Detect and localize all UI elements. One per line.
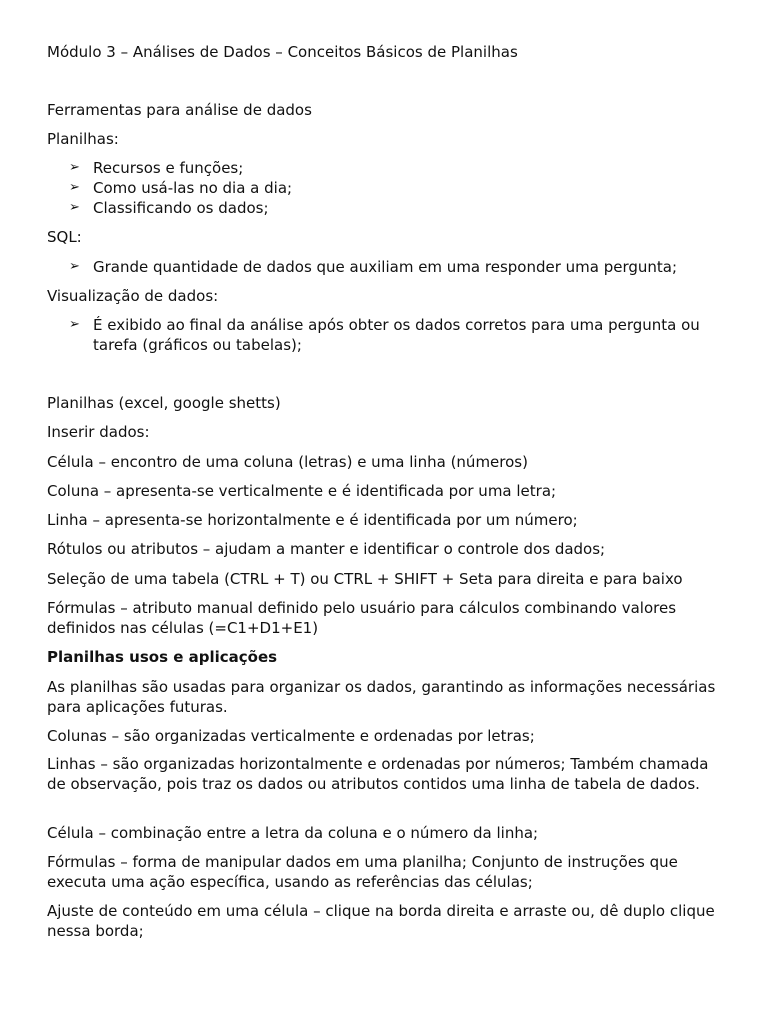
list-item bbox=[69, 315, 729, 355]
list-item-text: Classificando os dados; bbox=[93, 199, 269, 217]
label-sql: SQL: bbox=[47, 228, 82, 246]
list-item bbox=[69, 257, 729, 277]
list-item bbox=[69, 198, 729, 218]
list-item-text: Recursos e funções; bbox=[93, 159, 244, 177]
text-line: Seleção de uma tabela (CTRL + T) ou CTRL + SHIFT + Seta para direita e para baixo bbox=[47, 570, 683, 588]
text-paragraph: Fórmulas – atributo manual definido pelo usuário para cálculos combinando valores definidos nas células (=C1+D1+E1) bbox=[47, 599, 677, 637]
text-line: Planilhas (excel, google shetts) bbox=[47, 394, 281, 412]
text-paragraph: As planilhas são usadas para organizar os dados, garantindo as informações necessárias para aplicações futuras. bbox=[47, 678, 716, 716]
arrow-bullet-icon: ➢ bbox=[69, 259, 80, 274]
label-visualizacao: Visualização de dados: bbox=[47, 287, 219, 305]
text-line: Rótulos ou atributos – ajudam a manter e identificar o controle dos dados; bbox=[47, 540, 606, 558]
arrow-bullet-icon: ➢ bbox=[69, 317, 80, 332]
list-item-text: Como usá-las no dia a dia; bbox=[93, 179, 293, 197]
text-paragraph: Célula – combinação entre a letra da coluna e o número da linha; bbox=[47, 824, 539, 842]
text-paragraph: Colunas – são organizadas verticalmente e ordenadas por letras; bbox=[47, 727, 535, 745]
list-item-text: É exibido ao final da análise após obter os dados corretos para uma pergunta ou tarefa (gráficos ou tabelas); bbox=[93, 316, 700, 354]
text-line: Inserir dados: bbox=[47, 423, 150, 441]
text-paragraph: Linhas – são organizadas horizontalmente e ordenadas por números; Também chamada de observação, pois traz os dados ou atributos contidos uma linha de tabela de dados. bbox=[47, 755, 709, 793]
text-paragraph: Ajuste de conteúdo em uma célula – clique na borda direita e arraste ou, dê duplo clique nessa borda; bbox=[47, 902, 715, 940]
list-item bbox=[69, 178, 729, 198]
list-item bbox=[69, 158, 729, 178]
section-heading-usos: Planilhas usos e aplicações bbox=[47, 648, 278, 666]
arrow-bullet-icon: ➢ bbox=[69, 200, 80, 215]
text-paragraph: Fórmulas – forma de manipular dados em uma planilha; Conjunto de instruções que executa uma ação específica, usando as referências das células; bbox=[47, 853, 678, 891]
text-line: Linha – apresenta-se horizontalmente e é identificada por um número; bbox=[47, 511, 578, 529]
text-line: Coluna – apresenta-se verticalmente e é identificada por uma letra; bbox=[47, 482, 557, 500]
label-planilhas: Planilhas: bbox=[47, 130, 119, 148]
text-line: Célula – encontro de uma coluna (letras) e uma linha (números) bbox=[47, 453, 528, 471]
document-title: Módulo 3 – Análises de Dados – Conceitos Básicos de Planilhas bbox=[47, 43, 518, 61]
arrow-bullet-icon: ➢ bbox=[69, 160, 80, 175]
section-heading-tools: Ferramentas para análise de dados bbox=[47, 101, 312, 119]
arrow-bullet-icon: ➢ bbox=[69, 180, 80, 195]
list-item-text: Grande quantidade de dados que auxiliam em uma responder uma pergunta; bbox=[93, 258, 678, 276]
